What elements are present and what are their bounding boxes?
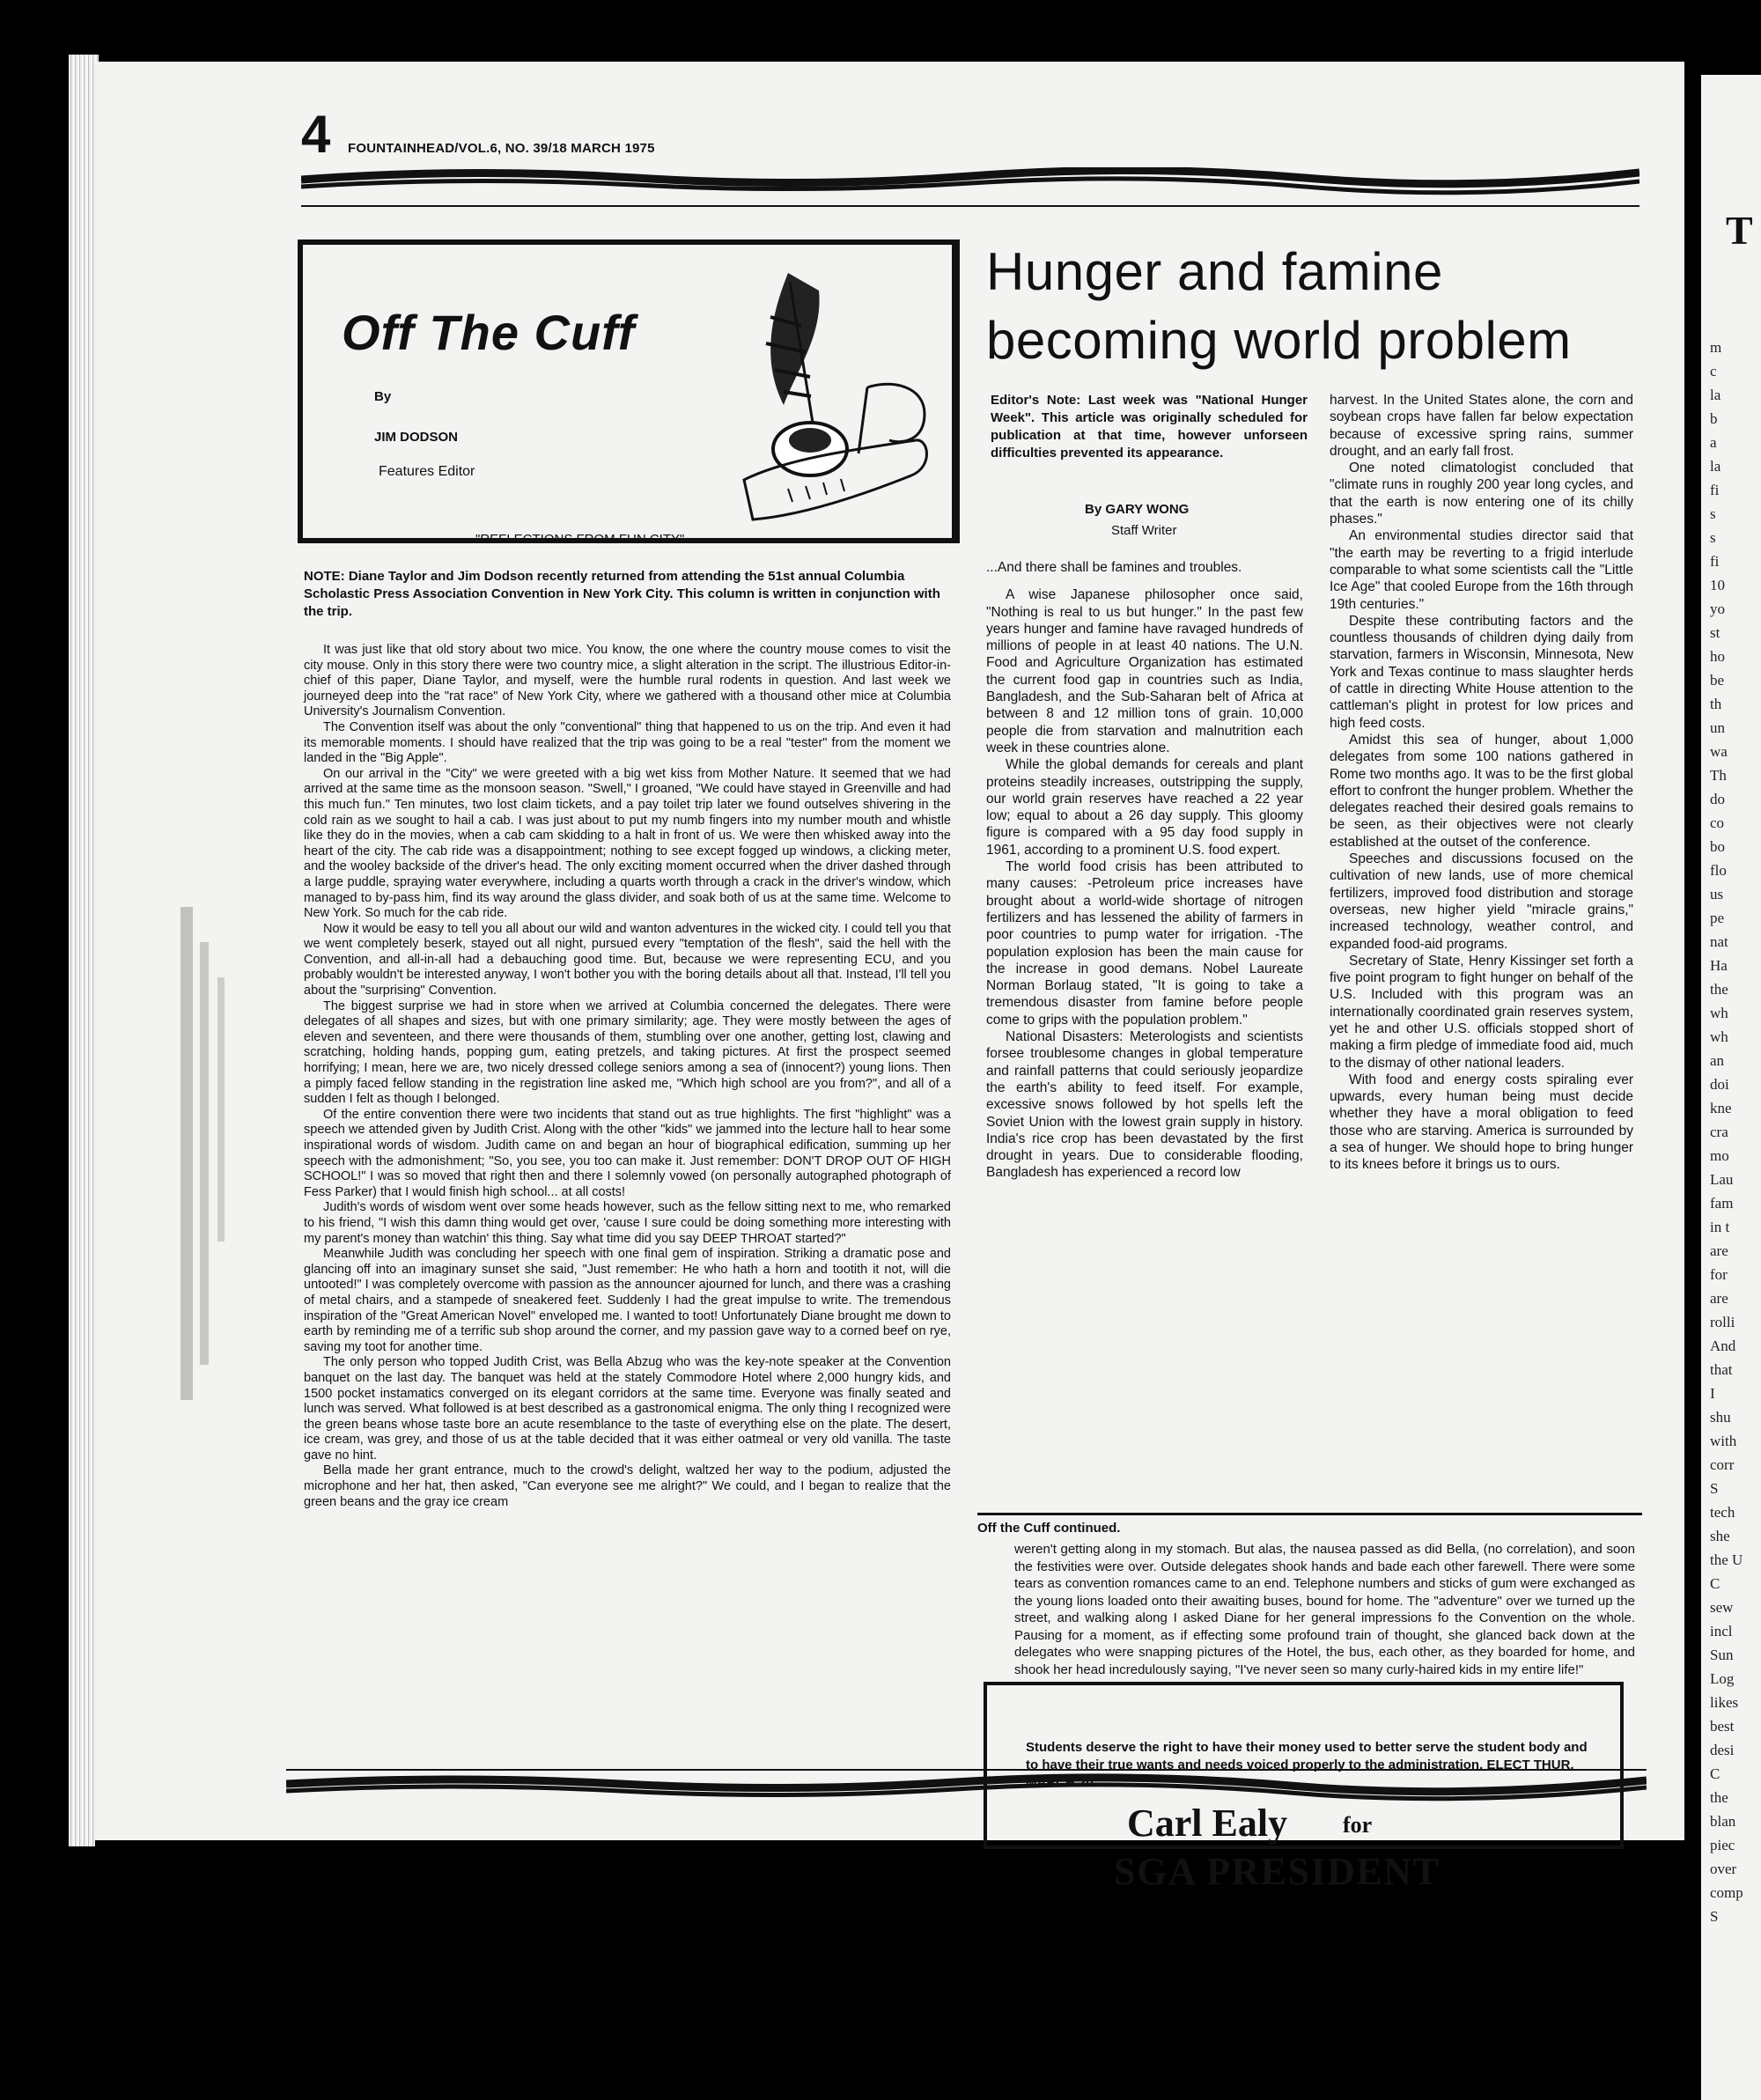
adjacent-page-text-fragment: incl — [1710, 1623, 1733, 1639]
ad-message — [1026, 1739, 1589, 1792]
paragraph: Meanwhile Judith was concluding her speech with one final gem of inspiration. Striking a dramatic pose and glancing off into an imaginary sunset she said, "Just remember: He who hath a horn and tootith it not, will die untooted!" I was completely overcome with passion as the announcer ajourned for lunch, and there was a crashing of metal chairs, and a stampede of sneakered feet. Suddenly I had the great impulse to write. The tremendous inspiration of the "Great American Novel" enveloped me. I wanted to toot! Unfortunately Diane brought me down to earth by reminding me of a terrific sub shop around the corner, and my passion gave way to a corned beef on rye, saving my toot for another time. — [304, 1247, 951, 1354]
continuation-label: Off the Cuff continued. — [977, 1521, 1121, 1536]
adjacent-page-text-fragment: yo — [1710, 601, 1725, 617]
editors-note: Editor's Note: Last week was "National Hunger Week". This article was originally scheduled for publication at that time, however unforseen difficulties prevented its appearance. — [991, 393, 1308, 461]
adjacent-page-text-fragment: are — [1710, 1242, 1728, 1259]
adjacent-page-text-fragment: sew — [1710, 1599, 1734, 1616]
adjacent-page-text-fragment: are — [1710, 1290, 1728, 1307]
continuation-text: weren't getting along in my stomach. But alas, the nausea passed as did Bella, (no correlation), and soon the festivities were over. Outside delegates shook hands and bade each other farewell. There were some tears as convention romances came to an end. Telephone numbers and sticks of gum were exchanged as the young lions loaded onto their awaiting buses, bound for home. The "adventure" over we turned up the street, and walking along I asked Diane for her general impressions fo the Convention on the whole. Pausing for a moment, as if effecting some profound train of thought, she glanced back down at the delegates who were snapping pictures of the Hotel, the bus, each other, as they boarded for home, and shook her head incredulously saying, "I've never seen so many curly-haired kids in my entire life!" — [1014, 1542, 1635, 1677]
adjacent-page-text-fragment: S — [1710, 1480, 1719, 1497]
adjacent-page-text-fragment: desi — [1710, 1742, 1735, 1758]
scan-border — [95, 1840, 1684, 2100]
inkwell-quill-illustration — [735, 264, 938, 528]
adjacent-page-text-fragment: wh — [1710, 1005, 1728, 1021]
publication-line: FOUNTAINHEAD/VOL.6, NO. 39/18 MARCH 1975 — [348, 141, 655, 156]
adjacent-page-text-fragment: us — [1710, 886, 1724, 903]
adjacent-page-text-fragment: C — [1710, 1575, 1720, 1592]
paragraph: While the global demands for cereals and plant proteins steadily increases, outstripping the supply, our world grain reserves have reached a 22 year low; equal to about a 26 day supply. This gloomy figure is compared with a 95 day food supply in 1961, according to a prominent U.S. food expert. — [986, 757, 1303, 858]
adjacent-page-text-fragment: corr — [1710, 1456, 1735, 1473]
adjacent-page-text-fragment: the U — [1710, 1551, 1743, 1568]
adjacent-page-text-fragment: fi — [1710, 482, 1720, 498]
adjacent-page-text-fragment: s — [1710, 505, 1716, 522]
paragraph: The only person who topped Judith Crist, was Bella Abzug who was the key-note speaker at the Convention banquet on the last day. The banquet was held at the stately Commodore Hotel where 2,000 hungry kids, and 1500 pocket instamatics converged on its elegant corridors at the same time. Everyone was finally seated and lunch was served. What followed is at best described as a gastronomical enigma. The only thing I recognized were the green beans whose taste bore an acute resemblance to the taste of everything else on the plate. The desert, ice cream, was grey, and those of us at the table decided that it was either oatmeal or very old vanilla. The taste gave no hint. — [304, 1355, 951, 1463]
paragraph: Bella made her grant entrance, much to the crowd's delight, waltzed her way to the podium, adjusted the microphone and her hat, then asked, "Can everyone see me alright?" We could, and I began to realize that the green beans and the gray ice cream — [304, 1463, 951, 1509]
adjacent-page-fragment — [1701, 75, 1761, 2100]
article-column-middle — [986, 559, 1303, 1182]
adjacent-page-text-fragment: I — [1710, 1385, 1715, 1402]
adjacent-page-text-fragment: likes — [1710, 1694, 1739, 1711]
adjacent-page-text-fragment: be — [1710, 672, 1725, 689]
adjacent-page-text-fragment: th — [1710, 696, 1722, 712]
adjacent-page-text-fragment: fi — [1710, 553, 1720, 570]
page-stack-edges — [69, 55, 99, 1846]
paragraph: It was just like that old story about two mice. You know, the one where the country mouse comes to visit the city mouse. Only in this story there were two country mice, a slight alteration in the script. The illustrious Editor-in-chief of this paper, Diane Taylor, and myself, were the humble rural rodents in question. And last week we journeyed deep into the "rat race" of New York City, where we gathered with a thousand other mice at Columbia University's Journalism Convention. — [304, 643, 951, 719]
adjacent-page-headline-fragment: T — [1726, 208, 1753, 253]
adjacent-page-text-fragment: m — [1710, 339, 1722, 356]
adjacent-page-text-fragment: shu — [1710, 1409, 1731, 1426]
column-author: JIM DODSON — [374, 430, 459, 445]
adjacent-page-text-fragment: Th — [1710, 767, 1727, 784]
article-byline-role: Staff Writer — [1111, 523, 1177, 538]
paragraph: National Disasters: Meterologists and scientists forsee troublesome changes in global temperature and rainfall patterns that could seriously jeopardize the earth's ability to feed itself. For example, excessive snows followed by hot spells left the Soviet Union with the lowest grain supply in history. India's rice crop has been devastated by the first drought in years. Due to considerable flooding, Bangladesh has experienced a record low — [986, 1029, 1303, 1181]
headline-line-2: becoming world problem — [986, 311, 1572, 370]
header-ornamental-rule — [301, 167, 1639, 217]
article-byline: By GARY WONG — [1085, 502, 1190, 517]
adjacent-page-text-fragment: the — [1710, 1789, 1728, 1806]
column-note: NOTE: Diane Taylor and Jim Dodson recently returned from attending the 51st annual Columbia Scholastic Press Association Convention in New York City. This column is written in conjunction with the trip. — [304, 569, 940, 619]
adjacent-page-text-fragment: rolli — [1710, 1314, 1735, 1330]
article-headline — [986, 238, 1572, 375]
adjacent-page-text-fragment: with — [1710, 1433, 1737, 1449]
adjacent-page-text-fragment: And — [1710, 1337, 1736, 1354]
article-column-right — [1330, 392, 1633, 1174]
adjacent-page-text-fragment: piec — [1710, 1837, 1735, 1853]
adjacent-page-text-fragment: S — [1710, 1908, 1719, 1925]
adjacent-page-text-fragment: in t — [1710, 1219, 1730, 1235]
adjacent-page-text-fragment: a — [1710, 434, 1717, 451]
adjacent-page-text-fragment: an — [1710, 1052, 1725, 1069]
paragraph: Despite these contributing factors and the countless thousands of children dying daily from starvation, farmers in Wisconsin, Minnesota, New York and Texas continue to mass slaughter herds of cattle in directing White House attention to the cattleman's plight in protest for low prices and high feed costs. — [1330, 613, 1633, 731]
adjacent-page-text-fragment: the — [1710, 981, 1728, 998]
headline-line-1: Hunger and famine — [986, 242, 1443, 301]
paragraph: The world food crisis has been attributed to many causes: -Petroleum price increases have brought about a world-wide shortage of nitrogen fertilizers and has lessened the ability of farmers in poor countries to pump water for irrigation. -The population explosion has been the main cause for the increase in good demans. Nobel Laureate Norman Borlaug stated, "It is going to take a tremendous disaster from famine before people come to grips with the population problem." — [986, 859, 1303, 1028]
adjacent-page-text-fragment: st — [1710, 624, 1720, 641]
column-byline-prefix: By — [374, 389, 392, 404]
adjacent-page-text-fragment: nat — [1710, 933, 1728, 950]
adjacent-page-text-fragment: s — [1710, 529, 1716, 546]
section-divider — [977, 1513, 1642, 1515]
adjacent-page-text-fragment: co — [1710, 814, 1725, 831]
paragraph: On our arrival in the "City" we were greeted with a big wet kiss from Mother Nature. It seemed that we had arrived at the same time as the monsoon season. "Swell," I groaned, "We could have stayed in Greenville and had this much fun." Ten minutes, two lost claim tickets, and a pay toilet trip later we found outselves shivering in the cold rain as we sought to hail a cab. I was just about to put my numb fingers into my number mouth and whistle like they do in the movies, when a cab cam skidding to a halt in front of us. We were then whisked away into the heart of the city. The cab ride was a disappointment; nothing to see except fogged up windows, a clicking meter, and the wooley backside of the driver's head. The only exciting moment occurred when the driver dashed through a large puddle, spraying water everywhere, including a quarts worth through a crack in the driver's window, which managed to by-pass him, find its way around the glass divider, and soak both of us at the same time. Welcome to New York. So much for the cab ride. — [304, 766, 951, 921]
adjacent-page-text-fragment: Log — [1710, 1670, 1735, 1687]
adjacent-page-text-fragment: she — [1710, 1528, 1730, 1544]
adjacent-page-text-fragment: la — [1710, 387, 1721, 403]
paragraph: An environmental studies director said that "the earth may be reverting to a frigid interlude comparable to what some scientists call the "Little Ice Age" that cooled Europe from the 16th through 19th centuries." — [1330, 528, 1633, 612]
ad-call-to-action: ELECT THUR. MARCH 20 — [1026, 1757, 1574, 1790]
adjacent-page-text-fragment: un — [1710, 719, 1725, 736]
adjacent-page-text-fragment: ho — [1710, 648, 1725, 665]
adjacent-page-text-fragment: fam — [1710, 1195, 1734, 1212]
paragraph: A wise Japanese philosopher once said, "Nothing is real to us but hunger." In the past few years hunger and famine have ravaged hundreds of millions of people in at least 40 nations. The U.N. Food and Agriculture Organization has estimated the current food gap in countries such as India, Bangladesh, and the Sub-Saharan belt of Africa at between 8 and 12 million tons of grain. 10,000 people die from starvation and malnutrition each week in these countries alone. — [986, 587, 1303, 755]
adjacent-page-text-fragment: Sun — [1710, 1647, 1734, 1663]
adjacent-page-text-fragment: wh — [1710, 1028, 1728, 1045]
adjacent-page-text-fragment: b — [1710, 410, 1718, 427]
ad-office: SGA PRESIDENT — [1114, 1850, 1440, 1893]
adjacent-page-text-fragment: la — [1710, 458, 1721, 475]
paragraph: Judith's words of wisdom went over some heads however, such as the fellow sitting next to me, who remarked to his friend, "I wish this damn thing would get over, 'cause I sure could be doing something more interesting with my parent's money than watchin' this thing. Say what time did you say DEEP THROAT started?" — [304, 1200, 951, 1246]
page-number: 4 — [301, 105, 331, 164]
paragraph: Now it would be easy to tell you all about our wild and wanton adventures in the wicked city. I could tell you that we went completely beserk, stayed out all night, pursued every "temptation of the flesh", said the hell with the Convention, and all-in-all had a debauching good time. But, because we were representing ECU, and you probably wouldn't be interested anyway, I won't bother you with the boring details about all that. Instead, I'll tell you about the "surprising" Convention. — [304, 921, 951, 998]
paragraph: The biggest surprise we had in store when we arrived at Columbia concerned the delegates. There were delegates of all shapes and sizes, but with one primary similarity; age. They were mostly between the ages of eleven and seventeen, and there were thousands of them, stumbling over one another, getting lost, clawing and scratching, holding hands, popping gum, eating pretzels, and taking pictures. At first the prospect seemed horrifying; I mean, here we are, two nicely dressed college seniors among a sea of (innocent?) young lions. Then a pimply faced fellow standing in the registration line asked me, "Which high school are you from?", and all of a sudden I felt as though I belonged. — [304, 998, 951, 1107]
ad-body-text: Students deserve the right to have their money used to better serve the student body and to have their true wants and needs voiced properly to the administration. — [1026, 1740, 1588, 1772]
adjacent-page-text-fragment: kne — [1710, 1100, 1732, 1116]
column-author-role: Features Editor — [379, 464, 475, 479]
paragraph: Amidst this sea of hunger, about 1,000 delegates from some 100 nations gathered in Rome two months ago. It was to be the first global effort to confront the hunger problem. Whether the delegates reached their desired goals remains to be seen, as their objectives were not clearly established at the outset of the conference. — [1330, 732, 1633, 850]
adjacent-page-text-fragment: blan — [1710, 1813, 1736, 1830]
adjacent-page-text-fragment: pe — [1710, 910, 1725, 926]
paragraph: Secretary of State, Henry Kissinger set forth a five point program to fight hunger on behalf of the U.S. Included with this program was an internationally coordinated grain reserves system, yet he and other U.S. officials stopped short of making a firm pledge of immediate food aid, much to the dismay of other national leaders. — [1330, 953, 1633, 1071]
adjacent-page-text-fragment: C — [1710, 1765, 1720, 1782]
adjacent-page-text-fragment: c — [1710, 363, 1717, 379]
adjacent-page-text-fragment: for — [1710, 1266, 1728, 1283]
adjacent-page-text-fragment: do — [1710, 791, 1725, 807]
paragraph: With food and energy costs spiraling ever upwards, every human being must decide whether they have a moral obligation to feed those who are starving. America is surrounded by a sea of hunger. We should hope to bring hunger to its knees before it brings us to ours. — [1330, 1072, 1633, 1173]
paragraph: The Convention itself was about the only "conventional" thing that happened to us on the trip. And even it had its memorable moments. I should have realized that the trip was going to be a real "tester" from the moment we landed in the "Big Apple". — [304, 719, 951, 766]
adjacent-page-text-fragment: tech — [1710, 1504, 1735, 1521]
paragraph: Of the entire convention there were two incidents that stand out as true highlights. The first "highlight" was a speech we attended given by Judith Crist. Along with the other "kids" we jammed into the lecture hall to hear some inspirational words of wisdom. Judith came on and began an hour of biographical edification, summing up her speech with the admonishment; "So, you see, you too can make it. Just remember: DON'T DROP OUT OF HIGH SCHOOL!" I was so moved that right then and there I solemnly vowed (on personally autographed photograph of Fess Parker) that I would finish high school... at all costs! — [304, 1107, 951, 1199]
adjacent-page-text-fragment: over — [1710, 1861, 1737, 1877]
adjacent-page-text-fragment: Lau — [1710, 1171, 1734, 1188]
ad-for-word: for — [1343, 1812, 1373, 1838]
adjacent-page-text-fragment: that — [1710, 1361, 1733, 1378]
bleed-through-ghost — [172, 907, 242, 1400]
paragraph: Speeches and discussions focused on the cultivation of new lands, use of more chemical fertilizers, improved food distribution and storage overseas, new higher yield "miracle grains," increased technology, weather control, and expanded food-aid programs. — [1330, 851, 1633, 952]
adjacent-page-text-fragment: best — [1710, 1718, 1735, 1735]
adjacent-page-text-fragment: doi — [1710, 1076, 1729, 1093]
column-body — [304, 643, 951, 1510]
paragraph: One noted climatologist concluded that "climate runs in roughly 200 year long cycles, and that the earth is now entering one of its chilly phases." — [1330, 461, 1633, 527]
article-epigraph: ...And there shall be famines and troubles. — [986, 560, 1242, 575]
paragraph: harvest. In the United States alone, the corn and soybean crops have fallen far below expectation because of excessive spring rains, summer drought, and an early fall frost. — [1330, 393, 1633, 459]
adjacent-page-text-fragment: wa — [1710, 743, 1728, 760]
adjacent-page-text-fragment: comp — [1710, 1884, 1743, 1901]
adjacent-page-text-fragment: cra — [1710, 1124, 1728, 1140]
adjacent-page-text-fragment: flo — [1710, 862, 1727, 879]
column-title: Off The Cuff — [342, 305, 636, 360]
adjacent-page-text-fragment: Ha — [1710, 957, 1728, 974]
adjacent-page-text-fragment: bo — [1710, 838, 1725, 855]
adjacent-page-text-fragment: 10 — [1710, 577, 1725, 593]
column-subtitle: "REFLECTIONS FROM FUN CITY" — [475, 532, 685, 547]
adjacent-page-text-fragment: mo — [1710, 1147, 1729, 1164]
ad-candidate-name: Carl Ealy — [1127, 1802, 1288, 1845]
